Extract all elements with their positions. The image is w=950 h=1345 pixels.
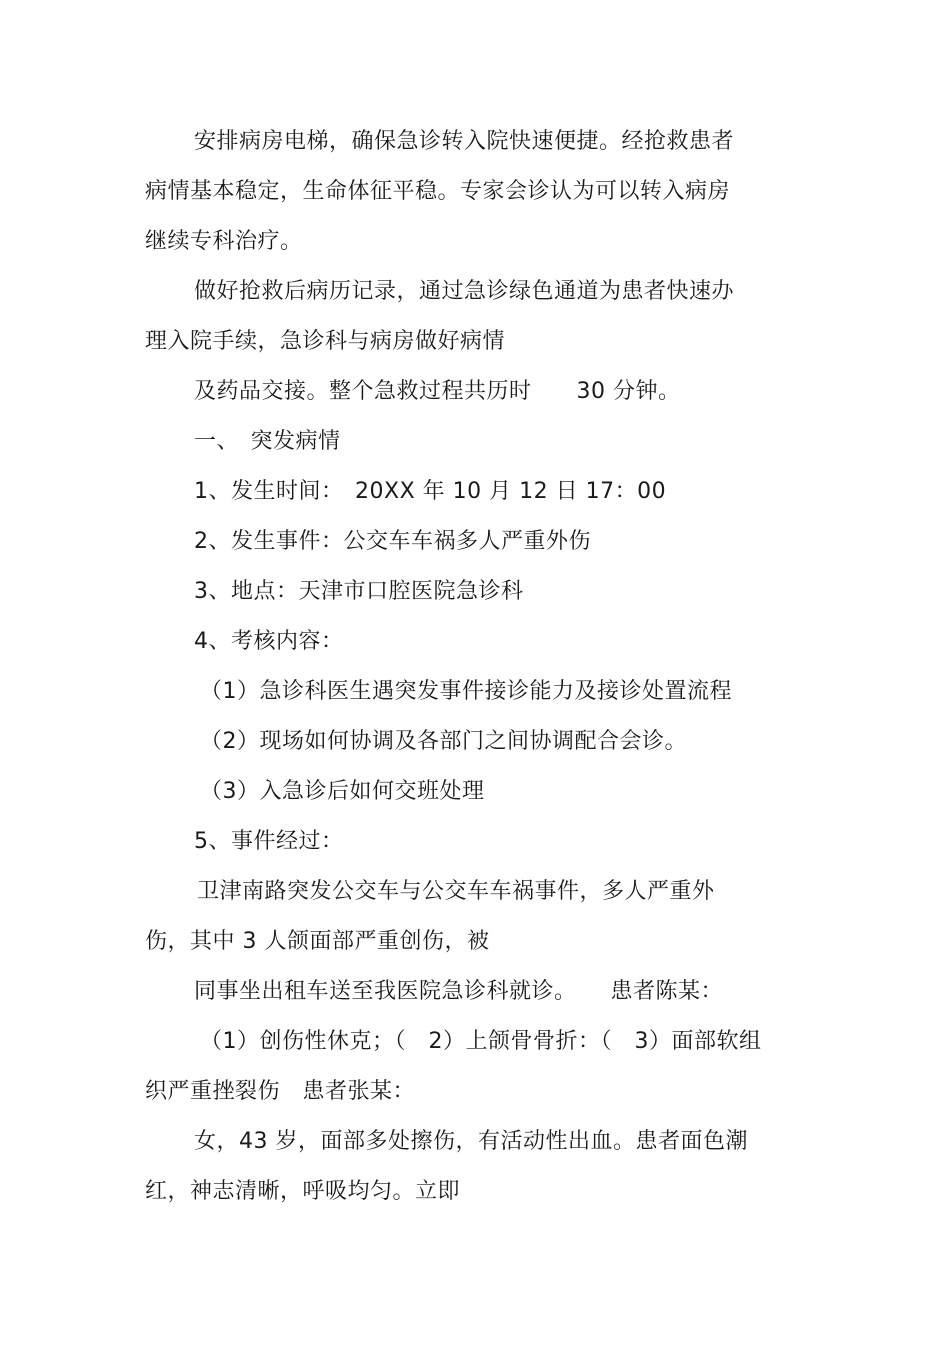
text-line: 卫津南路突发公交车与公交车车祸事件，多人严重外 <box>197 879 715 904</box>
list-item: 5、事件经过： <box>194 829 344 854</box>
sub-list-item: （3）入急诊后如何交班处理 <box>200 779 485 804</box>
text-line: 继续专科治疗。 <box>145 229 303 254</box>
text-line: 做好抢救后病历记录，通过急诊绿色通道为患者快速办 <box>194 279 735 304</box>
list-item: 3、地点：天津市口腔医院急诊科 <box>194 579 524 604</box>
text-line: 安排病房电梯，确保急诊转入院快速便捷。经抢救患者 <box>194 129 735 154</box>
text-line: 理入院手续，急诊科与病房做好病情 <box>145 329 506 354</box>
list-item: 4、考核内容： <box>194 629 344 654</box>
list-item: 2、发生事件：公交车车祸多人严重外伤 <box>194 529 591 554</box>
text-line: 伤，其中 3 人颌面部严重创伤，被 <box>145 929 490 954</box>
list-item: 1、发生时间： 20XX 年 10 月 12 日 17：00 <box>194 479 667 504</box>
section-heading: 一、 突发病情 <box>194 429 341 454</box>
text-line: 及药品交接。整个急救过程共历时 30 分钟。 <box>194 379 681 404</box>
text-line: 同事坐出租车送至我医院急诊科就诊。 患者陈某： <box>194 979 724 1004</box>
text-line: 红，神志清晰，呼吸均匀。立即 <box>145 1179 461 1204</box>
sub-list-item: （1）急诊科医生遇突发事件接诊能力及接诊处置流程 <box>200 679 732 704</box>
text-line: 女，43 岁，面部多处擦伤，有活动性出血。患者面色潮 <box>194 1129 748 1154</box>
text-line: 织严重挫裂伤 患者张某： <box>145 1079 416 1104</box>
text-line: 病情基本稳定，生命体征平稳。专家会诊认为可以转入病房 <box>145 179 731 204</box>
sub-list-item: （2）现场如何协调及各部门之间协调配合会诊。 <box>200 729 687 754</box>
text-line: （1）创伤性休克；（ 2）上颌骨骨折：（ 3）面部软组 <box>200 1029 762 1054</box>
